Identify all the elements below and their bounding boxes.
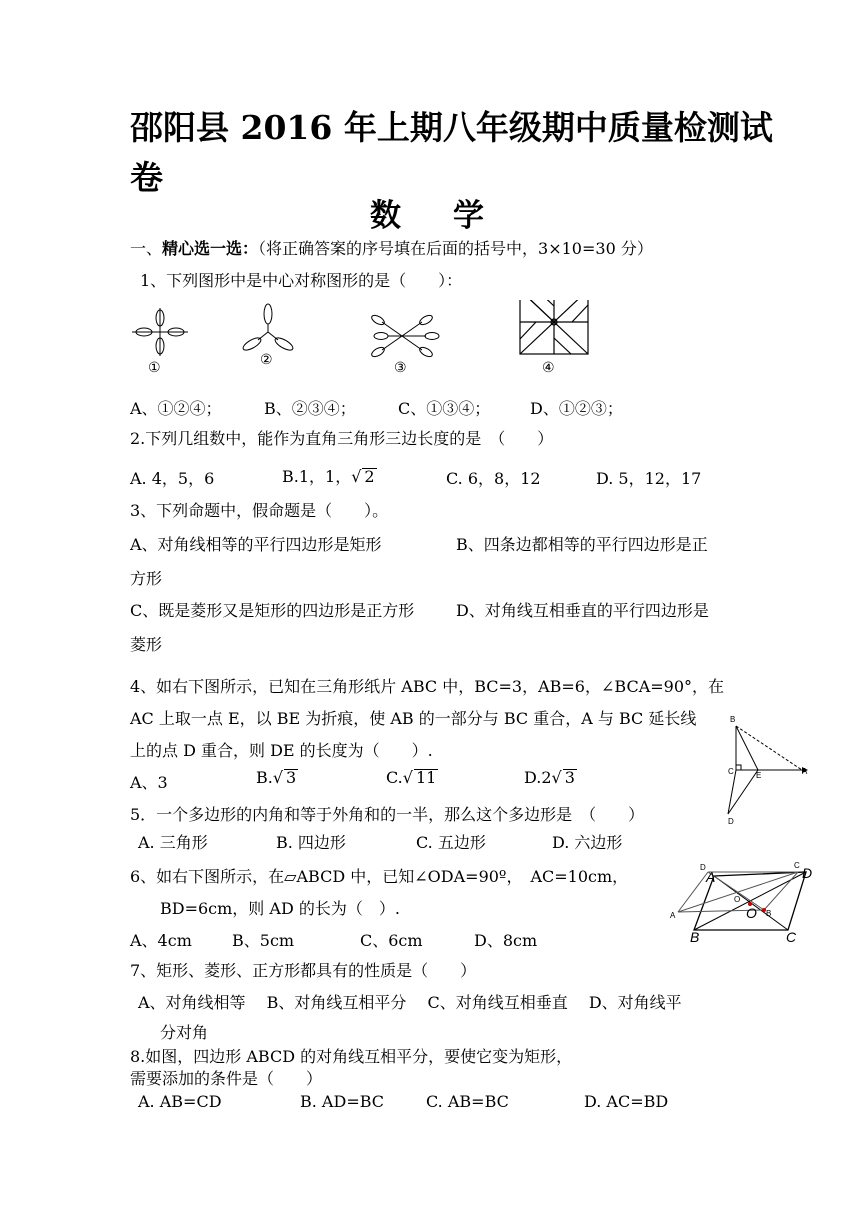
small-label-o: O [734,895,741,904]
q4-option-b-prefix: B. [256,768,273,787]
question-4-figure [724,712,814,828]
label-c: C [728,767,734,776]
q3-option-d-continued: 菱形 [130,635,163,654]
section-prefix: 一、 [130,239,163,258]
q6-option-c: C、6cm [360,931,423,950]
label-o: O [746,905,757,921]
q3-option-c: C、既是菱形又是矩形的四边形是正方形 [130,601,415,620]
subject-heading: 数学 [370,198,536,234]
small-label-a: A [670,911,676,920]
question-1-stem: 1、下列图形中是中心对称图形的是（ ）： [140,271,463,290]
q4-option-c [386,768,438,787]
figure-1-label: ① [148,360,161,376]
question-6-line-1: 6、如右下图所示，在▱ABCD 中，已知∠ODA=90º， AC=10cm， [130,867,629,886]
question-3-stem: 3、下列命题中，假命题是（ ）。 [130,501,389,520]
exam-title: 邵阳县 2016 年上期八年级期中质量检测试 [130,108,773,147]
q4-option-b [256,768,298,787]
q2-option-d: D. 5，12，17 [596,469,702,488]
q1-option-d: D、①②③； [530,399,623,418]
figure-2-three-petals [241,304,294,352]
q4-option-d-radicand: 3 [564,768,575,787]
q1-option-a: A、①②④； [130,399,222,418]
q2-option-b [282,464,377,487]
small-label-b: B [766,909,772,918]
q2-option-b-radicand: 2 [364,467,375,486]
right-angle-mark [736,765,741,770]
q5-option-b: B. 四边形 [276,833,346,852]
section-heading [130,236,653,259]
q7-options-line-1: A、对角线相等 B、对角线互相平分 C、对角线互相垂直 D、对角线平 [138,993,682,1012]
q6-option-b: B、5cm [232,931,295,950]
q3-option-a: A、对角线相等的平行四边形是矩形 [130,535,382,554]
label-b: B [690,929,700,945]
q3-option-d: D、对角线互相垂直的平行四边形是 [456,601,709,620]
q1-option-b: B、②③④； [264,399,356,418]
question-8-line-2: 需要添加的条件是（ ） [130,1069,323,1088]
q4-option-a: A、3 [130,773,168,792]
label-c: C [786,929,797,945]
label-a: A [802,767,808,776]
q5-option-d: D. 六边形 [552,833,623,852]
q5-option-c: C. 五边形 [416,833,486,852]
section-title: 精心选一选： [162,239,259,258]
question-6-figure [664,854,836,946]
question-6-line-2: BD=6cm，则 AD 的长为（ ）. [160,899,400,918]
segment-be [736,726,758,770]
question-4-line-1: 4、如右下图所示，已知在三角形纸片 ABC 中，BC=3，AB=6，∠BCA=90°，在 [130,677,725,696]
exam-title-continued: 卷 [130,158,163,197]
q2-option-b-prefix: B.1，1， [282,467,352,486]
label-b: B [730,715,736,724]
question-1-figures [126,300,646,380]
q3-option-b: B、四条边都相等的平行四边形是正 [456,535,708,554]
q4-option-d [524,768,577,787]
radical-sign: √ [551,768,562,787]
question-7-stem: 7、矩形、菱形、正方形都具有的性质是（ ） [130,961,477,980]
q8-option-b: B. AD=BC [300,1092,385,1111]
radical-sign: √ [351,467,362,486]
figure-4-pinwheel [520,300,588,354]
section-note: （将正确答案的序号填在后面的括号中，3×10=30 分） [258,239,653,258]
q8-option-d: D. AC=BD [584,1092,669,1111]
q2-option-c: C. 6，8，12 [446,469,541,488]
label-e: E [756,771,762,780]
question-5-stem: 5．一个多边形的内角和等于外角和的一半，那么这个多边形是 （ ） [130,805,645,824]
q4-option-c-prefix: C. [386,768,403,787]
figure-3-six-petals [370,313,439,358]
figure-2-label: ② [260,352,273,368]
q4-option-b-radicand: 3 [286,768,297,787]
q2-option-a: A. 4，5，6 [130,469,215,488]
q6-option-d: D、8cm [474,931,538,950]
segment-ba [736,726,802,770]
q4-option-d-prefix: D.2 [524,768,552,787]
q8-option-c: C. AB=BC [426,1092,509,1111]
q8-option-a: A. AB=CD [138,1092,222,1111]
label-d: D [802,865,813,881]
question-2-stem: 2.下列几组数中，能作为直角三角形三边长度的是 （ ） [130,429,554,448]
figure-3-label: ③ [394,360,407,376]
label-a: A [706,869,716,885]
radical-sign: √ [402,768,413,787]
figure-4-label: ④ [542,360,555,376]
q4-option-c-radicand: 11 [415,768,437,787]
figure-1-cross [132,308,188,356]
q5-option-a: A. 三角形 [138,833,208,852]
q6-option-a: A、4cm [130,931,192,950]
question-4-line-2: AC 上取一点 E，以 BE 为折痕，使 AB 的一部分与 BC 重合，A 与 BC 延长线 [130,709,697,728]
small-label-c: C [794,861,800,870]
q1-option-c: C、①③④； [398,399,491,418]
q3-option-b-continued: 方形 [130,569,163,588]
question-8-line-1: 8.如图，四边形 ABCD 的对角线互相平分，要使它变为矩形， [130,1047,573,1066]
radical-sign: √ [272,768,284,787]
label-d: D [728,817,734,826]
question-4-line-3: 上的点 D 重合，则 DE 的长度为（ ）. [130,741,433,760]
small-label-d: D [700,863,706,872]
q7-options-line-2: 分对角 [160,1023,209,1042]
